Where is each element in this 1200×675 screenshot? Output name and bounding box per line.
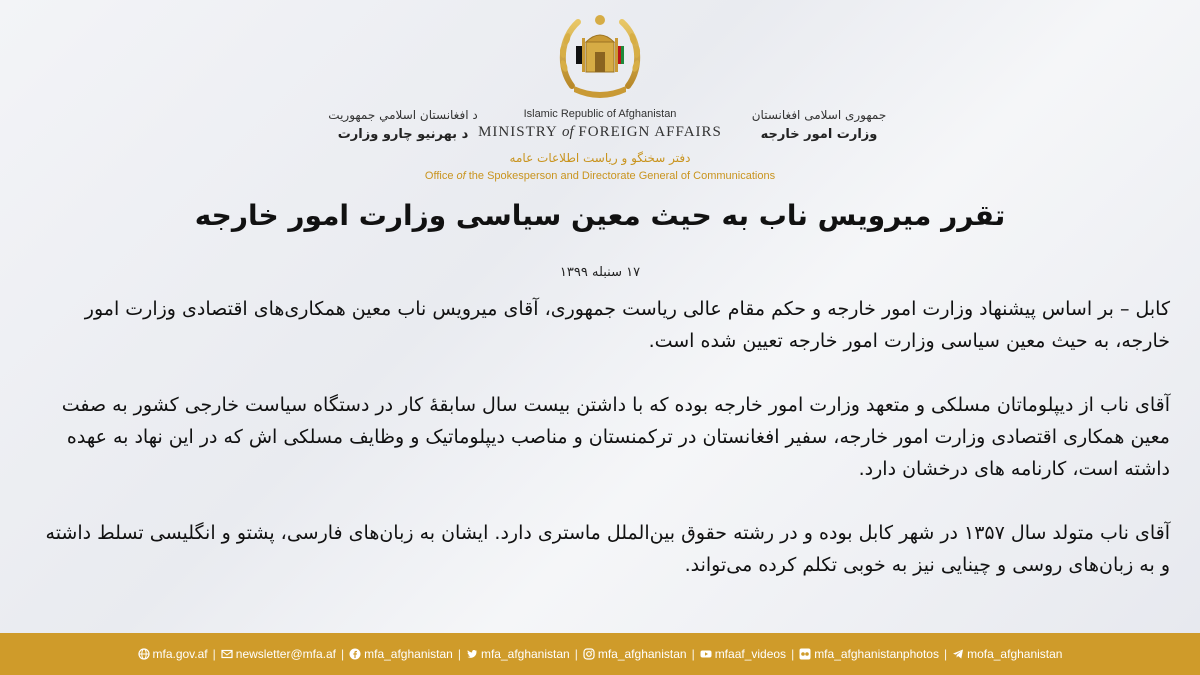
footer-link-telegram[interactable]: mofa_afghanistan [952,647,1062,661]
article-title: تقرر میرویس ناب به حیث معین سیاسی وزارت امور خارجه [194,199,1006,232]
footer-separator: | [791,647,795,661]
article-body [40,293,1170,613]
footer-bar [0,633,1200,675]
flickr-icon [799,648,811,660]
footer-separator: | [943,647,948,661]
article-date: ۱۷ سنبله ۱۳۹۹ [559,265,641,280]
facebook-icon [349,648,361,660]
footer-separator: | [212,647,216,661]
afghanistan-emblem-icon [552,8,648,104]
footer-separator: | [340,647,345,661]
instagram-icon [583,648,595,660]
telegram-icon [952,648,964,660]
office-dari: دفتر سخنگو و ریاست اطلاعات عامه [509,151,691,165]
footer-link-email[interactable]: newsletter@mfa.af [221,647,336,661]
pashto-ministry-name: د بهرنيو چارو وزارت [337,127,469,142]
pashto-country-name: د افغانستان اسلامي جمهوريت [328,108,478,122]
footer-link-facebook[interactable]: mfa_afghanistan [349,647,453,661]
dari-country-name: جمهوری اسلامی افغانستان [751,108,887,122]
footer-link-website[interactable]: mfa.gov.af [138,647,208,661]
paragraph: آقای ناب متولد سال ۱۳۵۷ در شهر کابل بوده و در رشته حقوق بین‌الملل ماستری دارد. ایشان به زبان‌های فارسی، پشتو و انگلیسی تسلط داشته و به زبان‌های روسی و چینایی نیز به خوبی تکلم کرده می‌تواند. [45,522,1170,576]
twitter-icon [466,648,478,660]
youtube-icon [700,648,712,660]
mail-icon [221,648,233,660]
footer-link-flickr[interactable]: mfa_afghanistanphotos [799,647,939,661]
paragraph: آقای ناب از دیپلوماتان مسلکی و متعهد وزارت امور خارجه بوده که با داشتن بیست سال سابقهٔ کار در دستگاه سیاست خارجی کشور به صفت معین همکاری اقتصادی وزارت امور خارجه، سفیر افغانستان در ترکمنستان و مناصب دیپلوماتیک و وظایف مسلکی اش که در این نهاد به عهده داشته است، کارنامه های درخشان دارد. [61,394,1170,480]
footer-link-youtube[interactable]: mfaaf_videos [700,647,786,661]
footer-separator: | [691,647,695,661]
english-country-name: Islamic Republic of Afghanistan [523,108,677,120]
header-english [450,108,750,141]
office-english: Office of the Spokesperson and Directorate General of Communications [424,170,776,182]
header-dari [724,106,914,146]
dari-ministry-name: وزارت امور خارجه [760,127,878,142]
footer-link-instagram[interactable]: mfa_afghanistan [583,647,687,661]
footer-separator: | [574,647,578,661]
footer-link-twitter[interactable]: mfa_afghanistan [466,647,570,661]
globe-icon [138,648,150,660]
ministry-name: MINISTRY of FOREIGN AFFAIRS [478,124,722,140]
footer-separator: | [457,647,461,661]
paragraph: کابل – بر اساس پیشنهاد وزارت امور خارجه و حکم مقام عالی ریاست جمهوری، آقای میرویس ناب معین همکاری‌های اقتصادی وزارت امور خارجه، به حیث معین سیاسی وزارت امور خارجه تعیین شده است. [84,298,1170,352]
